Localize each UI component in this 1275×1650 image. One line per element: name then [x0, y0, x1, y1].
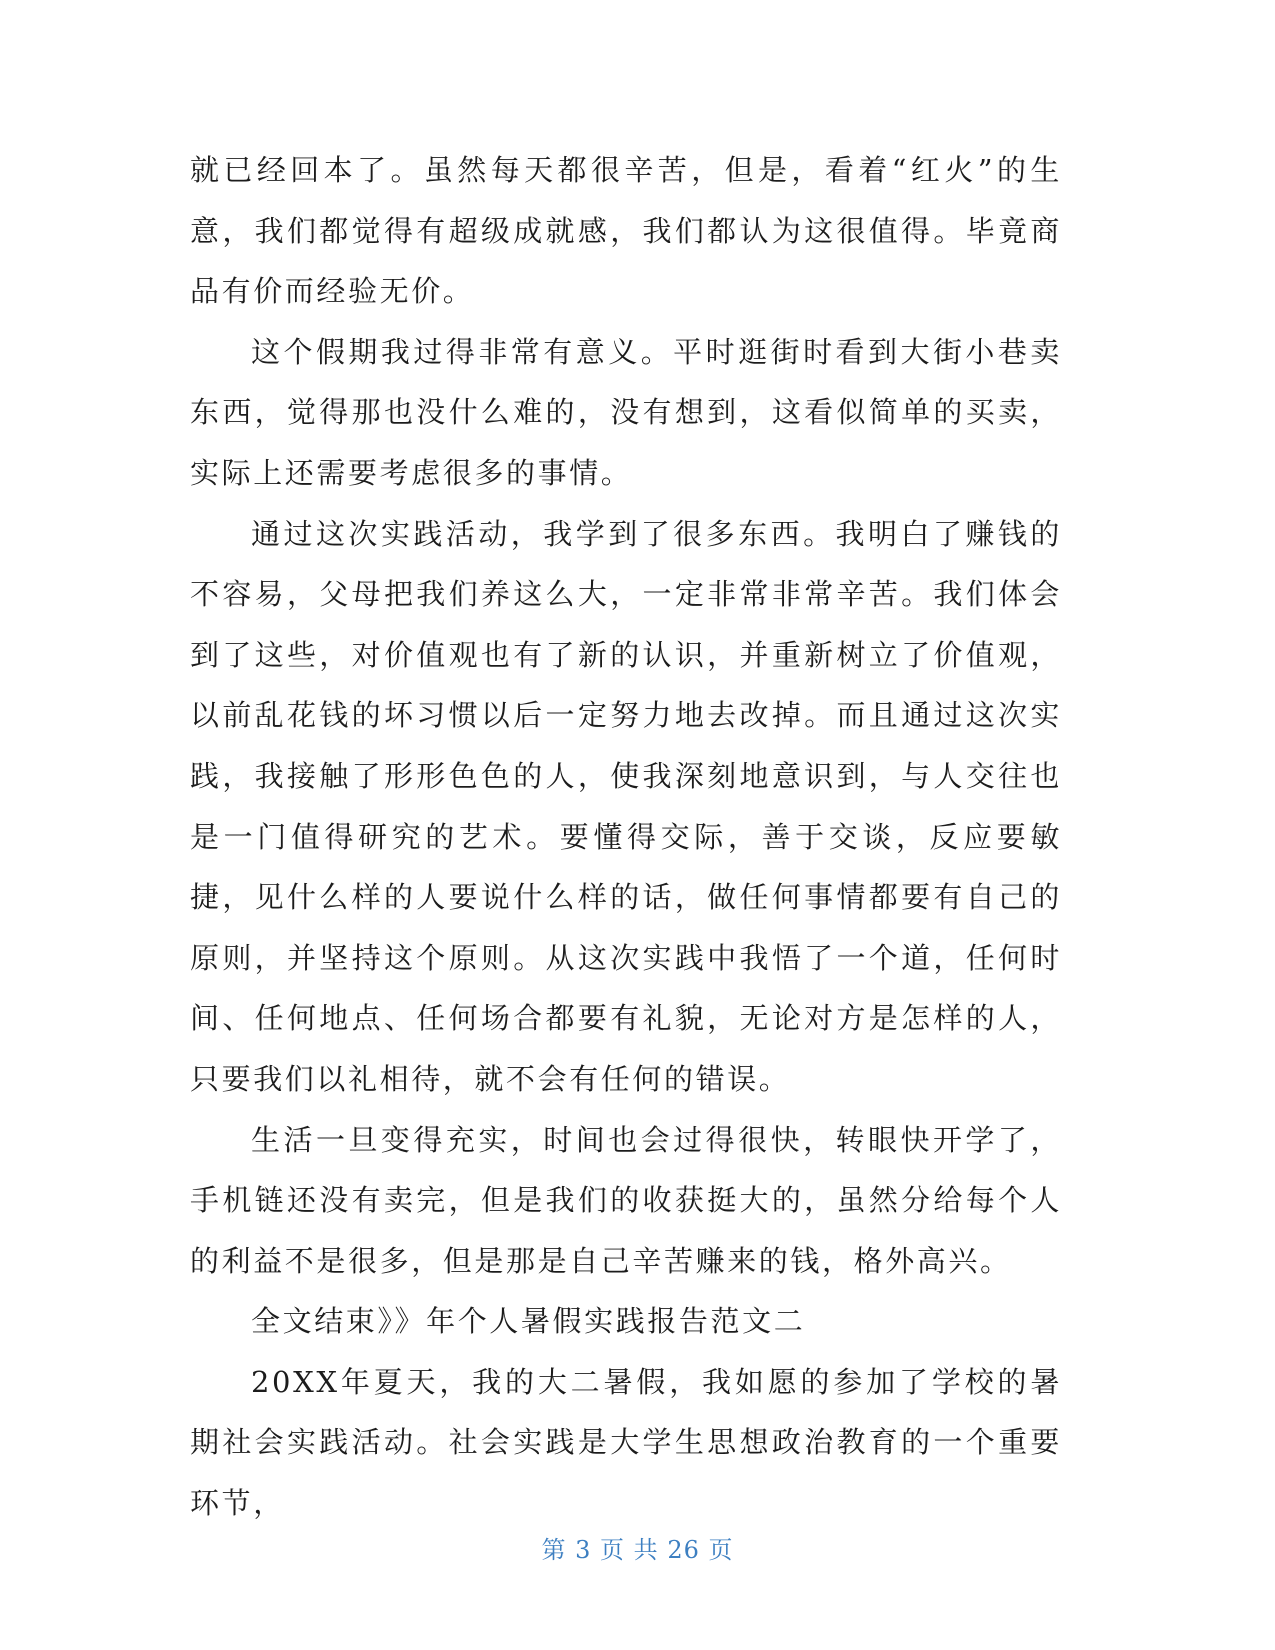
paragraph-2: 这个假期我过得非常有意义。平时逛街时看到大街小巷卖东西，觉得那也没什么难的，没有想到，这看似简单的买卖，实际上还需要考虑很多的事情。: [190, 334, 1062, 490]
footer-label-page: 第: [541, 1536, 567, 1564]
section-heading: 全文结束》》年个人暑假实践报告范文二: [251, 1304, 806, 1339]
page-footer: [0, 1530, 1275, 1565]
footer-current-page: 3: [575, 1536, 592, 1564]
footer-label-end: 页: [708, 1536, 734, 1564]
paragraph-6: 20XX年夏天，我的大二暑假，我如愿的参加了学校的暑期社会实践活动。社会实践是大学生思想政治教育的一个重要环节，: [190, 1364, 1062, 1521]
footer-total-pages: 26: [667, 1536, 700, 1564]
paragraph-3: 通过这次实践活动，我学到了很多东西。我明白了赚钱的不容易，父母把我们养这么大，一定非常非常辛苦。我们体会到了这些，对价值观也有了新的认识，并重新树立了价值观，以前乱花钱的坏习惯以后一定努力地去改掉。而且通过这次实践，我接触了形形色色的人，使我深刻地意识到，与人交往也是一门值得研究的艺术。要懂得交际，善于交谈，反应要敏捷，见什么样的人要说什么样的话，做任何事情都要有自己的原则，并坚持这个原则。从这次实践中我悟了一个道，任何时间、任何地点、任何场合都要有礼貌，无论对方是怎样的人，只要我们以礼相待，就不会有任何的错误。: [190, 516, 1062, 1096]
document-body: [190, 140, 1062, 1534]
paragraph-1: 就已经回本了。虽然每天都很辛苦，但是，看着“红火”的生意，我们都觉得有超级成就感，我们都认为这很值得。毕竟商品有价而经验无价。: [190, 153, 1062, 309]
paragraph-4: 生活一旦变得充实，时间也会过得很快，转眼快开学了，手机链还没有卖完，但是我们的收获挺大的，虽然分给每个人的利益不是很多，但是那是自己辛苦赚来的钱，格外高兴。: [190, 1122, 1062, 1278]
footer-label-mid: 页 共: [600, 1536, 659, 1564]
